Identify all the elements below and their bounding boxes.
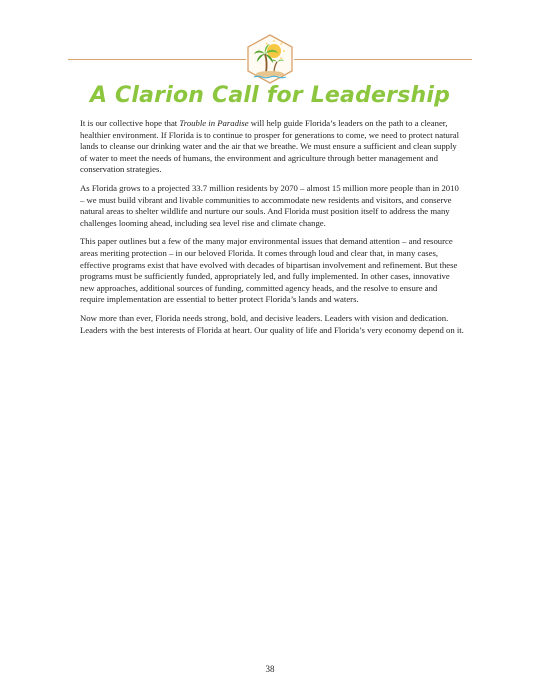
header-rule-right	[294, 59, 472, 60]
page-number: 38	[265, 664, 275, 674]
paragraph-4: Now more than ever, Florida needs strong, bold, and decisive leaders. Leaders with vision and dedication. Leaders with the best interests of Florida at heart. Our quality of life and Florida’s very economy depend on it.	[80, 312, 464, 335]
header-rule-left	[68, 59, 246, 60]
paragraph-1-intro: It is our collective hope that	[80, 118, 180, 128]
paragraph-1-rest: will help guide Florida’s leaders on the path to a cleaner, healthier environment. If Florida is to continue to prosper for generations to come, we need to protect natural lands to cleanse our drinking water and the air that we breathe. We must ensure a sufficient and clean supply of water to meet the needs of humans, the environment and agriculture through better management and conservation strategies.	[80, 118, 459, 175]
paragraph-1	[80, 118, 464, 176]
paragraph-3: This paper outlines but a few of the many major environmental issues that demand attention – and resource areas meriting protection – in our beloved Florida. It comes through loud and clear that, in many cases, effective programs exist that have evolved with decades of bipartisan involvement and refinement. But these programs must be sufficiently funded, appropriately led, and fully implemented. In other cases, innovative new approaches, additional sources of funding, committed agency heads, and the resolve to ensure and require implementation are essential to better protect Florida’s lands and waters.	[80, 236, 458, 305]
palm-island-sun-icon	[246, 34, 294, 84]
body-text	[80, 118, 464, 343]
paragraph-2: As Florida grows to a projected 33.7 million residents by 2070 – almost 15 million more people than in 2010 – we must build vibrant and livable communities to accommodate new residents and visitors, and conserve natural areas to shelter wildlife and nurture our souls. And Florida must position itself to address the many challenges looming ahead, including sea level rise and climate change.	[80, 182, 459, 228]
page-title: A Clarion Call for Leadership	[89, 83, 451, 108]
report-title-emphasis: Trouble in Paradise	[179, 118, 249, 128]
